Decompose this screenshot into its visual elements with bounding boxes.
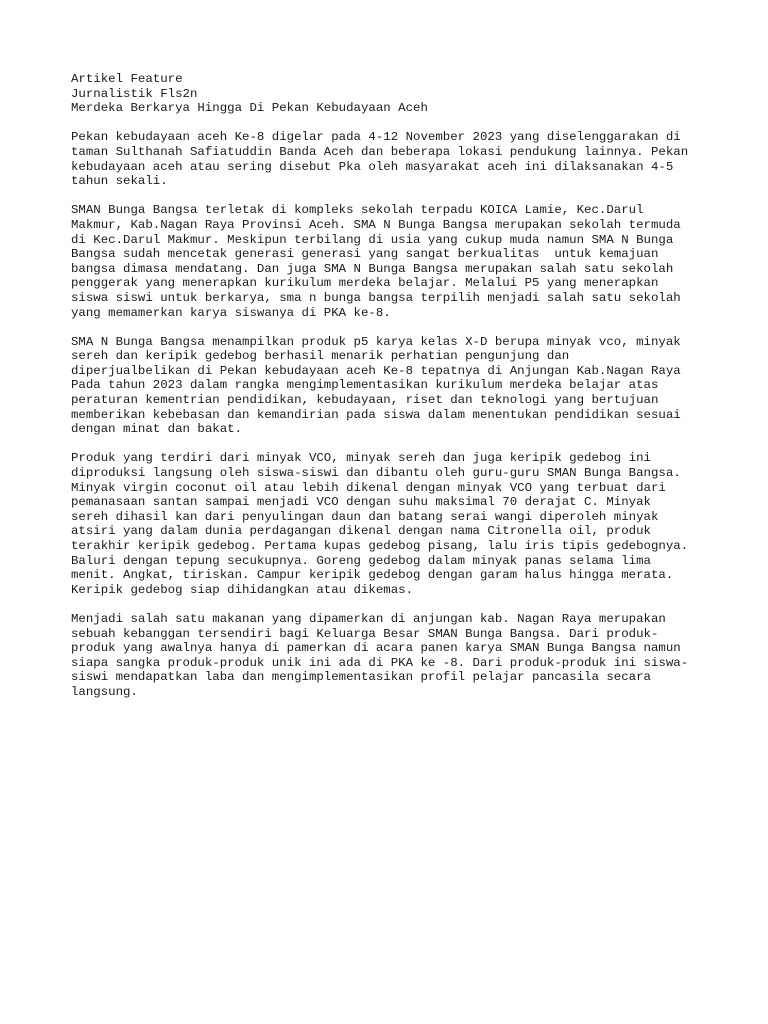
- paragraph-line: produk yang awalnya hanya di pamerkan di acara panen karya SMAN Bunga Bangsa namun: [71, 641, 681, 656]
- paragraph-line: diperjualbelikan di Pekan kebudayaan aceh Ke-8 tepatnya di Anjungan Kab.Nagan Raya: [71, 363, 681, 378]
- spacer: [71, 116, 711, 131]
- paragraph-line: di Kec.Darul Makmur. Meskipun terbilang di usia yang cukup muda namun SMA N Bunga: [71, 232, 674, 247]
- article-type-label: Artikel Feature: [71, 72, 183, 86]
- spacer: [71, 597, 711, 612]
- paragraph-line: langsung.: [71, 684, 138, 699]
- paragraph-line: sebuah kebanggan tersendiri bagi Keluarga Besar SMAN Bunga Bangsa. Dari produk-: [71, 626, 659, 641]
- paragraph-line: terakhir keripik gedebog. Pertama kupas gedebog pisang, lalu iris tipis gedebognya.: [71, 539, 689, 553]
- paragraph-line: atsiri yang dalam dunia perdagangan dikenal dengan nama Citronella oil, produk: [71, 524, 651, 539]
- paragraph-line: Pada tahun 2023 dalam rangka mengimplementasikan kurikulum merdeka belajar atas: [71, 378, 659, 393]
- spacer: [71, 320, 711, 335]
- paragraph: [71, 451, 711, 597]
- paragraph-line: kebudayaan aceh atau sering disebut Pka oleh masyarakat aceh ini dilaksanakan 4-5: [71, 159, 674, 174]
- document-page: [71, 72, 711, 700]
- paragraph-line: Baluri dengan tepung secukupnya. Goreng gedebog dalam minyak panas selama lima: [71, 553, 651, 568]
- paragraph-line: siswa siswi untuk berkarya, sma n bunga bangsa terpilih menjadi salah satu sekolah: [71, 290, 681, 305]
- paragraph-line: SMA N Bunga Bangsa menampilkan produk p5 karya kelas X-D berupa minyak vco, minyak: [71, 334, 681, 349]
- paragraph-line: Pekan kebudayaan aceh Ke-8 digelar pada 4-12 November 2023 yang diselenggarakan di: [71, 130, 681, 145]
- paragraph-line: tahun sekali.: [71, 174, 168, 189]
- competition-label: Jurnalistik Fls2n: [71, 86, 198, 101]
- paragraph-line: siapa sangka produk-produk unik ini ada di PKA ke -8. Dari produk-produk ini siswa-: [71, 655, 689, 670]
- paragraph-line: sereh dihasil kan dari penyulingan daun dan batang serai wangi diperoleh minyak: [71, 509, 659, 524]
- paragraph-line: penggerak yang menerapkan kurikulum merdeka belajar. Melalui P5 yang menerapkan: [71, 276, 659, 291]
- paragraph-line: Minyak virgin coconut oil atau lebih dikenal dengan minyak VCO yang terbuat dari: [71, 480, 666, 495]
- article-body: [71, 130, 711, 699]
- paragraph: [71, 335, 711, 437]
- paragraph-line: diproduksi langsung oleh siswa-siswi dan dibantu oleh guru-guru SMAN Bunga Bangsa.: [71, 466, 681, 481]
- paragraph-line: yang memamerkan karya siswanya di PKA ke-8.: [71, 305, 391, 320]
- spacer: [71, 437, 711, 452]
- paragraph-line: Menjadi salah satu makanan yang dipamerkan di anjungan kab. Nagan Raya merupakan: [71, 611, 666, 626]
- paragraph-line: SMAN Bunga Bangsa terletak di kompleks sekolah terpadu KOICA Lamie, Kec.Darul: [71, 203, 644, 218]
- paragraph: [71, 612, 711, 700]
- paragraph-line: peraturan kementrian pendidikan, kebudayaan, riset dan teknologi yang bertujuan: [71, 393, 659, 408]
- paragraph-line: memberikan kebebasan dan kemandirian pada siswa dalam menentukan pendidikan sesuai: [71, 407, 681, 422]
- paragraph-line: sereh dan keripik gedebog berhasil menarik perhatian pengunjung dan: [71, 349, 570, 364]
- paragraph-line: taman Sulthanah Safiatuddin Banda Aceh dan beberapa lokasi pendukung lainnya. Pekan: [71, 144, 689, 159]
- paragraph-line: Keripik gedebog siap dihidangkan atau dikemas.: [71, 582, 414, 597]
- paragraph-line: siswi mendapatkan laba dan mengimplementasikan profil pelajar pancasila secara: [71, 670, 651, 685]
- paragraph: [71, 203, 711, 320]
- paragraph-line: Bangsa sudah mencetak generasi generasi yang sangat berkualitas untuk kemajuan: [71, 247, 659, 262]
- paragraph-line: Makmur, Kab.Nagan Raya Provinsi Aceh. SMA N Bunga Bangsa merupakan sekolah termuda: [71, 217, 681, 232]
- paragraph-line: menit. Angkat, tiriskan. Campur keripik gedebog dengan garam halus hingga merata.: [71, 568, 674, 583]
- article-title: Merdeka Berkarya Hingga Di Pekan Kebudayaan Aceh: [71, 101, 428, 116]
- paragraph-line: bangsa dimasa mendatang. Dan juga SMA N Bunga Bangsa merupakan salah satu sekolah: [71, 261, 674, 276]
- paragraph: [71, 130, 711, 188]
- paragraph-line: pemanasaan santan sampai menjadi VCO dengan suhu maksimal 70 derajat C. Minyak: [71, 495, 651, 510]
- paragraph-line: dengan minat dan bakat.: [71, 422, 243, 437]
- paragraph-line: Produk yang terdiri dari minyak VCO, minyak sereh dan juga keripik gedebog ini: [71, 451, 651, 466]
- spacer: [71, 189, 711, 204]
